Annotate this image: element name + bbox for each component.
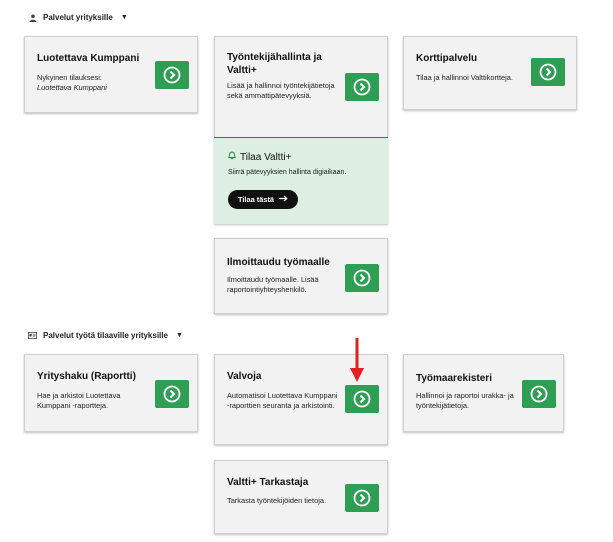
card-description: Tilaa ja hallinnoi Valttikortteja. xyxy=(416,73,513,82)
promo-description: Siirrä pätevyyksien hallinta digiaikaan. xyxy=(228,169,347,176)
open-tarkastaja-button[interactable] xyxy=(345,484,379,512)
card-description: Nykyinen tilauksesi: Luotettava Kumppani xyxy=(37,73,107,92)
open-ilmoittaudu-button[interactable] xyxy=(345,264,379,292)
card-title: Työntekijähallinta ja Valtti+ xyxy=(227,52,322,76)
card-title: Ilmoittaudu työmaalle xyxy=(227,257,330,268)
chevron-right-icon xyxy=(353,269,371,287)
id-card-icon xyxy=(28,331,37,340)
chevron-right-icon xyxy=(353,78,371,96)
red-arrow-icon xyxy=(349,338,365,384)
order-valtti-plus-button[interactable]: Tilaa tästä xyxy=(228,190,298,209)
card-title: Luotettava Kumppani xyxy=(37,53,140,64)
card-description: Lisää ja hallinnoi työntekijätietoja sekä ammattipätevyyksiä. xyxy=(227,81,335,100)
card-title: Työmaarekisteri xyxy=(416,373,492,384)
valtti-plus-promo xyxy=(214,137,388,224)
card-title: Valtti+ Tarkastaja xyxy=(227,477,309,488)
section-header-companies[interactable] xyxy=(28,13,128,22)
card-valtti-tarkastaja xyxy=(214,460,388,534)
open-yrityshaku-button[interactable] xyxy=(155,380,189,408)
chevron-right-icon xyxy=(530,385,548,403)
arrow-right-icon xyxy=(279,195,288,204)
card-description: Ilmoittaudu työmaalle. Lisää raportointiyhteyshenkilö. xyxy=(227,275,319,294)
chevron-right-icon xyxy=(163,385,181,403)
card-ilmoittaudu xyxy=(214,238,388,314)
bell-icon xyxy=(228,151,236,163)
chevron-down-icon: ▼ xyxy=(120,14,128,21)
section-title: Palvelut työtä tilaaville yrityksille xyxy=(43,331,168,340)
card-description: Hallinnoi ja raportoi urakka- ja työntekijätietoja. xyxy=(416,391,514,410)
chevron-right-icon xyxy=(163,66,181,84)
chevron-right-icon xyxy=(353,390,371,408)
card-description: Tarkasta työntekijöiden tietoja. xyxy=(227,496,327,505)
card-luotettava-kumppani xyxy=(24,36,198,113)
card-title: Yrityshaku (Raportti) xyxy=(37,371,136,382)
card-korttipalvelu xyxy=(403,36,577,110)
card-description: Hae ja arkistoi Luotettava Kumppani -raportteja. xyxy=(37,391,121,410)
chevron-down-icon: ▼ xyxy=(175,332,183,339)
promo-title: Tilaa Valtti+ xyxy=(228,151,291,163)
card-tyomaarekisteri xyxy=(403,354,564,432)
card-description: Automatisoi Luotettava Kumppani -raporttien seuranta ja arkistointi. xyxy=(227,391,338,410)
chevron-right-icon xyxy=(539,63,557,81)
open-tyomaarekisteri-button[interactable] xyxy=(522,380,556,408)
card-yrityshaku xyxy=(24,354,198,432)
open-tyontekijahallinta-button[interactable] xyxy=(345,73,379,101)
section-header-contractors[interactable] xyxy=(28,331,183,340)
section-title: Palvelut yrityksille xyxy=(43,13,113,22)
open-valvoja-button[interactable] xyxy=(345,385,379,413)
card-title: Valvoja xyxy=(227,371,262,382)
open-luotettava-button[interactable] xyxy=(155,61,189,89)
user-icon xyxy=(28,13,37,22)
open-korttipalvelu-button[interactable] xyxy=(531,58,565,86)
card-title: Korttipalvelu xyxy=(416,53,478,64)
chevron-right-icon xyxy=(353,489,371,507)
